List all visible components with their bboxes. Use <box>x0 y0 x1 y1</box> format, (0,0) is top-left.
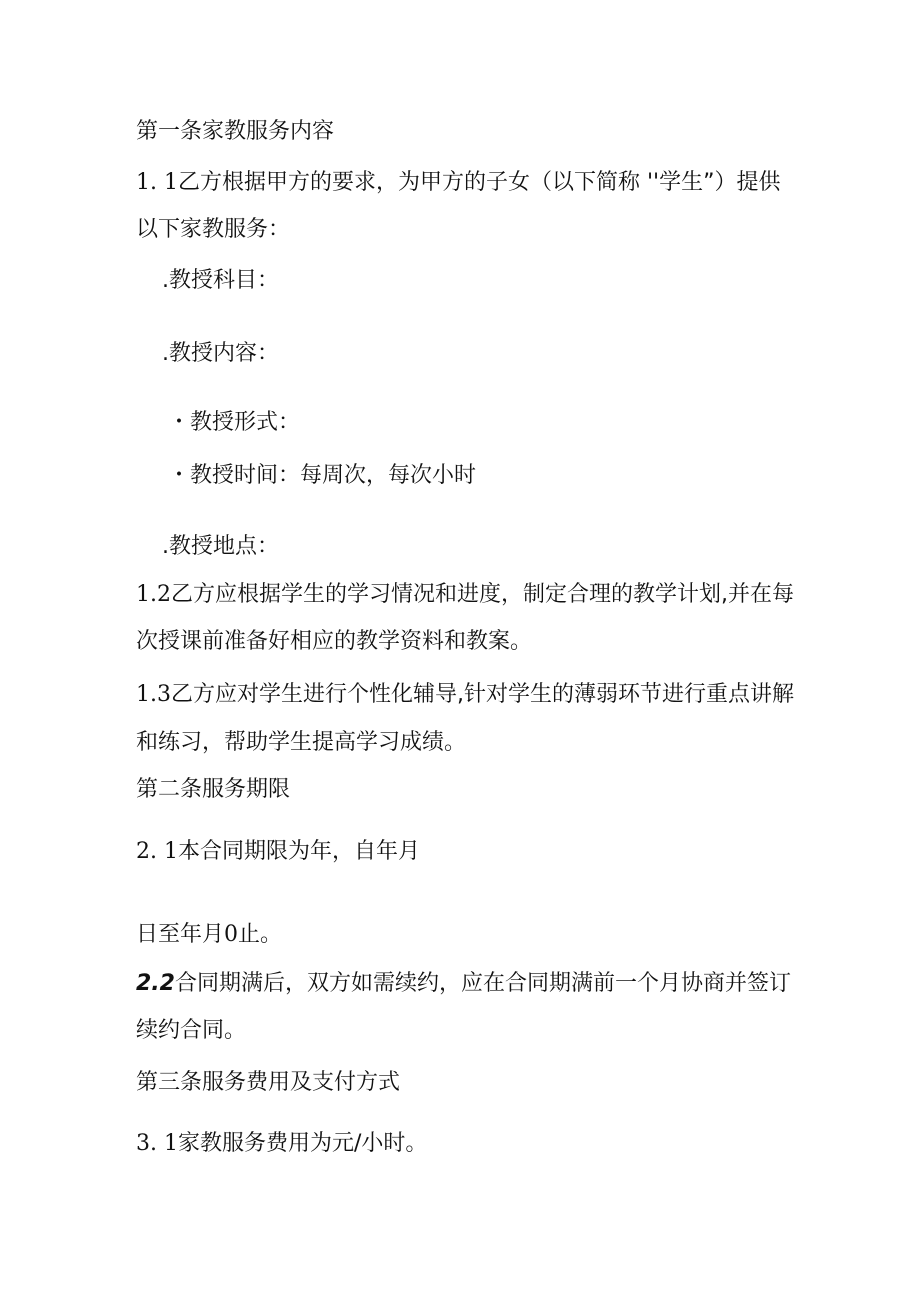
clause-digit: 0 <box>224 922 239 947</box>
clause-text: 本合同期限为年，自年月 <box>177 839 420 864</box>
list-item-text: 教授地点： <box>169 534 280 559</box>
clause-text: 止。 <box>238 922 283 947</box>
list-item-time <box>168 461 476 491</box>
clause-number: 1. 1 <box>136 170 178 195</box>
list-marker: . <box>162 341 169 366</box>
article-3-heading: 第三条服务费用及支付方式 <box>136 1070 401 1095</box>
list-item-text: 教授时间：每周次，每次小时 <box>190 463 477 488</box>
clause-2-1-line-2 <box>136 920 282 950</box>
clause-2-1-line-1 <box>136 837 420 867</box>
clause-1-1-line-2: 以下家教服务： <box>136 217 291 242</box>
clause-number: 1.3 <box>136 682 171 707</box>
clause-text: 乙方应根据学生的学习情况和进度，制定合理的教学计划,并在每 <box>171 582 794 607</box>
list-marker: ・ <box>168 410 191 435</box>
clause-3-1-line-1 <box>136 1129 427 1159</box>
clause-1-2-line-2: 次授课前准备好相应的教学资料和教案。 <box>136 629 533 654</box>
clause-text: 乙方应对学生进行个性化辅导,针对学生的薄弱环节进行重点讲解 <box>171 682 794 707</box>
clause-1-1-line-1 <box>136 168 780 198</box>
list-marker: ・ <box>168 463 191 488</box>
list-item-text: 教授科目： <box>169 268 280 293</box>
list-marker: . <box>162 268 169 293</box>
clause-number: 1.2 <box>136 582 171 607</box>
list-item-text: 教授形式： <box>190 410 301 435</box>
list-item-location <box>162 532 279 562</box>
list-marker: . <box>162 534 169 559</box>
list-item-format <box>168 408 300 438</box>
article-1-heading: 第一条家教服务内容 <box>136 119 335 144</box>
list-item-subject <box>162 266 279 296</box>
clause-text: 乙方根据甲方的要求，为甲方的子女（以下简称 ''学生”）提供 <box>177 170 781 195</box>
clause-2-2-line-2: 续约合同。 <box>136 1018 247 1043</box>
clause-text: 家教服务费用为元/小时。 <box>177 1131 428 1156</box>
clause-1-3-line-1 <box>136 680 794 710</box>
clause-number: 3. 1 <box>136 1131 178 1156</box>
clause-number: 2.2 <box>136 971 175 996</box>
clause-1-2-line-1 <box>136 580 794 610</box>
article-2-heading: 第二条服务期限 <box>136 777 291 802</box>
clause-text: 合同期满后，双方如需续约，应在合同期满前一个月协商并签订 <box>174 971 791 996</box>
list-item-content <box>162 339 279 369</box>
clause-1-3-line-2: 和练习，帮助学生提高学习成绩。 <box>136 730 467 755</box>
clause-number: 2. 1 <box>136 839 178 864</box>
clause-text: 日至年月 <box>136 922 225 947</box>
list-item-text: 教授内容： <box>169 341 280 366</box>
clause-2-2-line-1 <box>136 969 791 999</box>
